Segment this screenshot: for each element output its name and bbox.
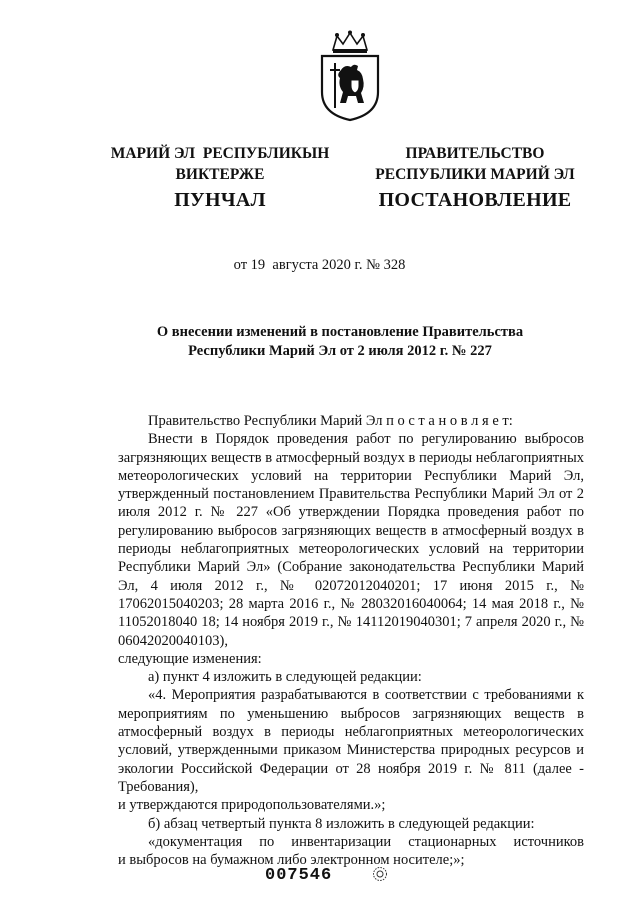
document-subject bbox=[100, 323, 580, 361]
seal-ornament-icon bbox=[372, 866, 388, 882]
serial-number: 007546 bbox=[265, 866, 333, 885]
header-left-line2: ВИКТЕРЖЕ bbox=[175, 166, 265, 183]
header-left-doc-type: ПУНЧАЛ bbox=[174, 189, 266, 211]
subject-line1: О внесении изменений в постановление Правительства bbox=[156, 324, 524, 340]
body-intro: Правительство Республики Марий Эл п о с т а н о в л я е т: bbox=[148, 413, 513, 429]
body-quote-a-end: и утверждаются природопользователями.»; bbox=[118, 797, 386, 814]
body-paragraph-main-end: следующие изменения: bbox=[118, 650, 262, 667]
document-body bbox=[118, 412, 584, 869]
body-quote-b-end: и выбросов на бумажном либо электронном носителе;»; bbox=[118, 852, 465, 869]
header-right-title bbox=[350, 143, 600, 185]
coat-of-arms-emblem bbox=[317, 30, 383, 122]
header-left-title bbox=[95, 143, 345, 185]
body-item-b: б) абзац четвертый пункта 8 изложить в следующей редакции: bbox=[148, 815, 535, 832]
body-quote-b: «документация по инвентаризации стационарных источников bbox=[148, 833, 584, 850]
header-right-doc-type: ПОСТАНОВЛЕНИЕ bbox=[378, 189, 572, 211]
body-quote-a: «4. Мероприятия разрабатываются в соответствии с требованиями к мероприятиям по уменьшению выбросов загрязняющих веществ в атмосферный воздух в периоды неблагоприятных метеорологических условий, утвержденными приказом Министерства природных ресурсов и экологии Российской Федерации от 28 ноября 2019 г. № 811 (далее - Требования), bbox=[118, 687, 584, 795]
header-right-line1: ПРАВИТЕЛЬСТВО bbox=[405, 145, 545, 162]
body-paragraph-main: Внести в Порядок проведения работ по регулированию выбросов загрязняющих веществ в атмосферный воздух в периоды неблагоприятных метеорологических условий на территории Республики Марий Эл, утвержденный постановлением Правительства Республики Марий Эл от 2 июля 2012 г. № 227 «Об утверждении Порядка проведения работ по регулированию выбросов загрязняющих веществ в атмосферный воздух в периоды неблагоприятных метеорологических условий на территории Республики Марий Эл» (Собрание законодательства Республики Марий Эл, 4 июля 2012 г., № 02072012040201; 17 июня 2015 г., № 17062015040203; 28 марта 2016 г., № 28032016040064; 14 мая 2018 г., № 11052018040 18; 14 ноября 2019 г., № 14112019040301; 7 апреля 2020 г., № 06042020040103), bbox=[118, 431, 584, 649]
header-right-line2: РЕСПУБЛИКИ МАРИЙ ЭЛ bbox=[375, 166, 575, 183]
subject-line2: Республики Марий Эл от 2 июля 2012 г. № 227 bbox=[188, 343, 492, 359]
document-date-number: от 19 августа 2020 г. № 328 bbox=[233, 257, 406, 273]
body-item-a: а) пункт 4 изложить в следующей редакции: bbox=[148, 669, 422, 686]
header-left-line1: МАРИЙ ЭЛ РЕСПУБЛИКЫН bbox=[110, 145, 330, 162]
